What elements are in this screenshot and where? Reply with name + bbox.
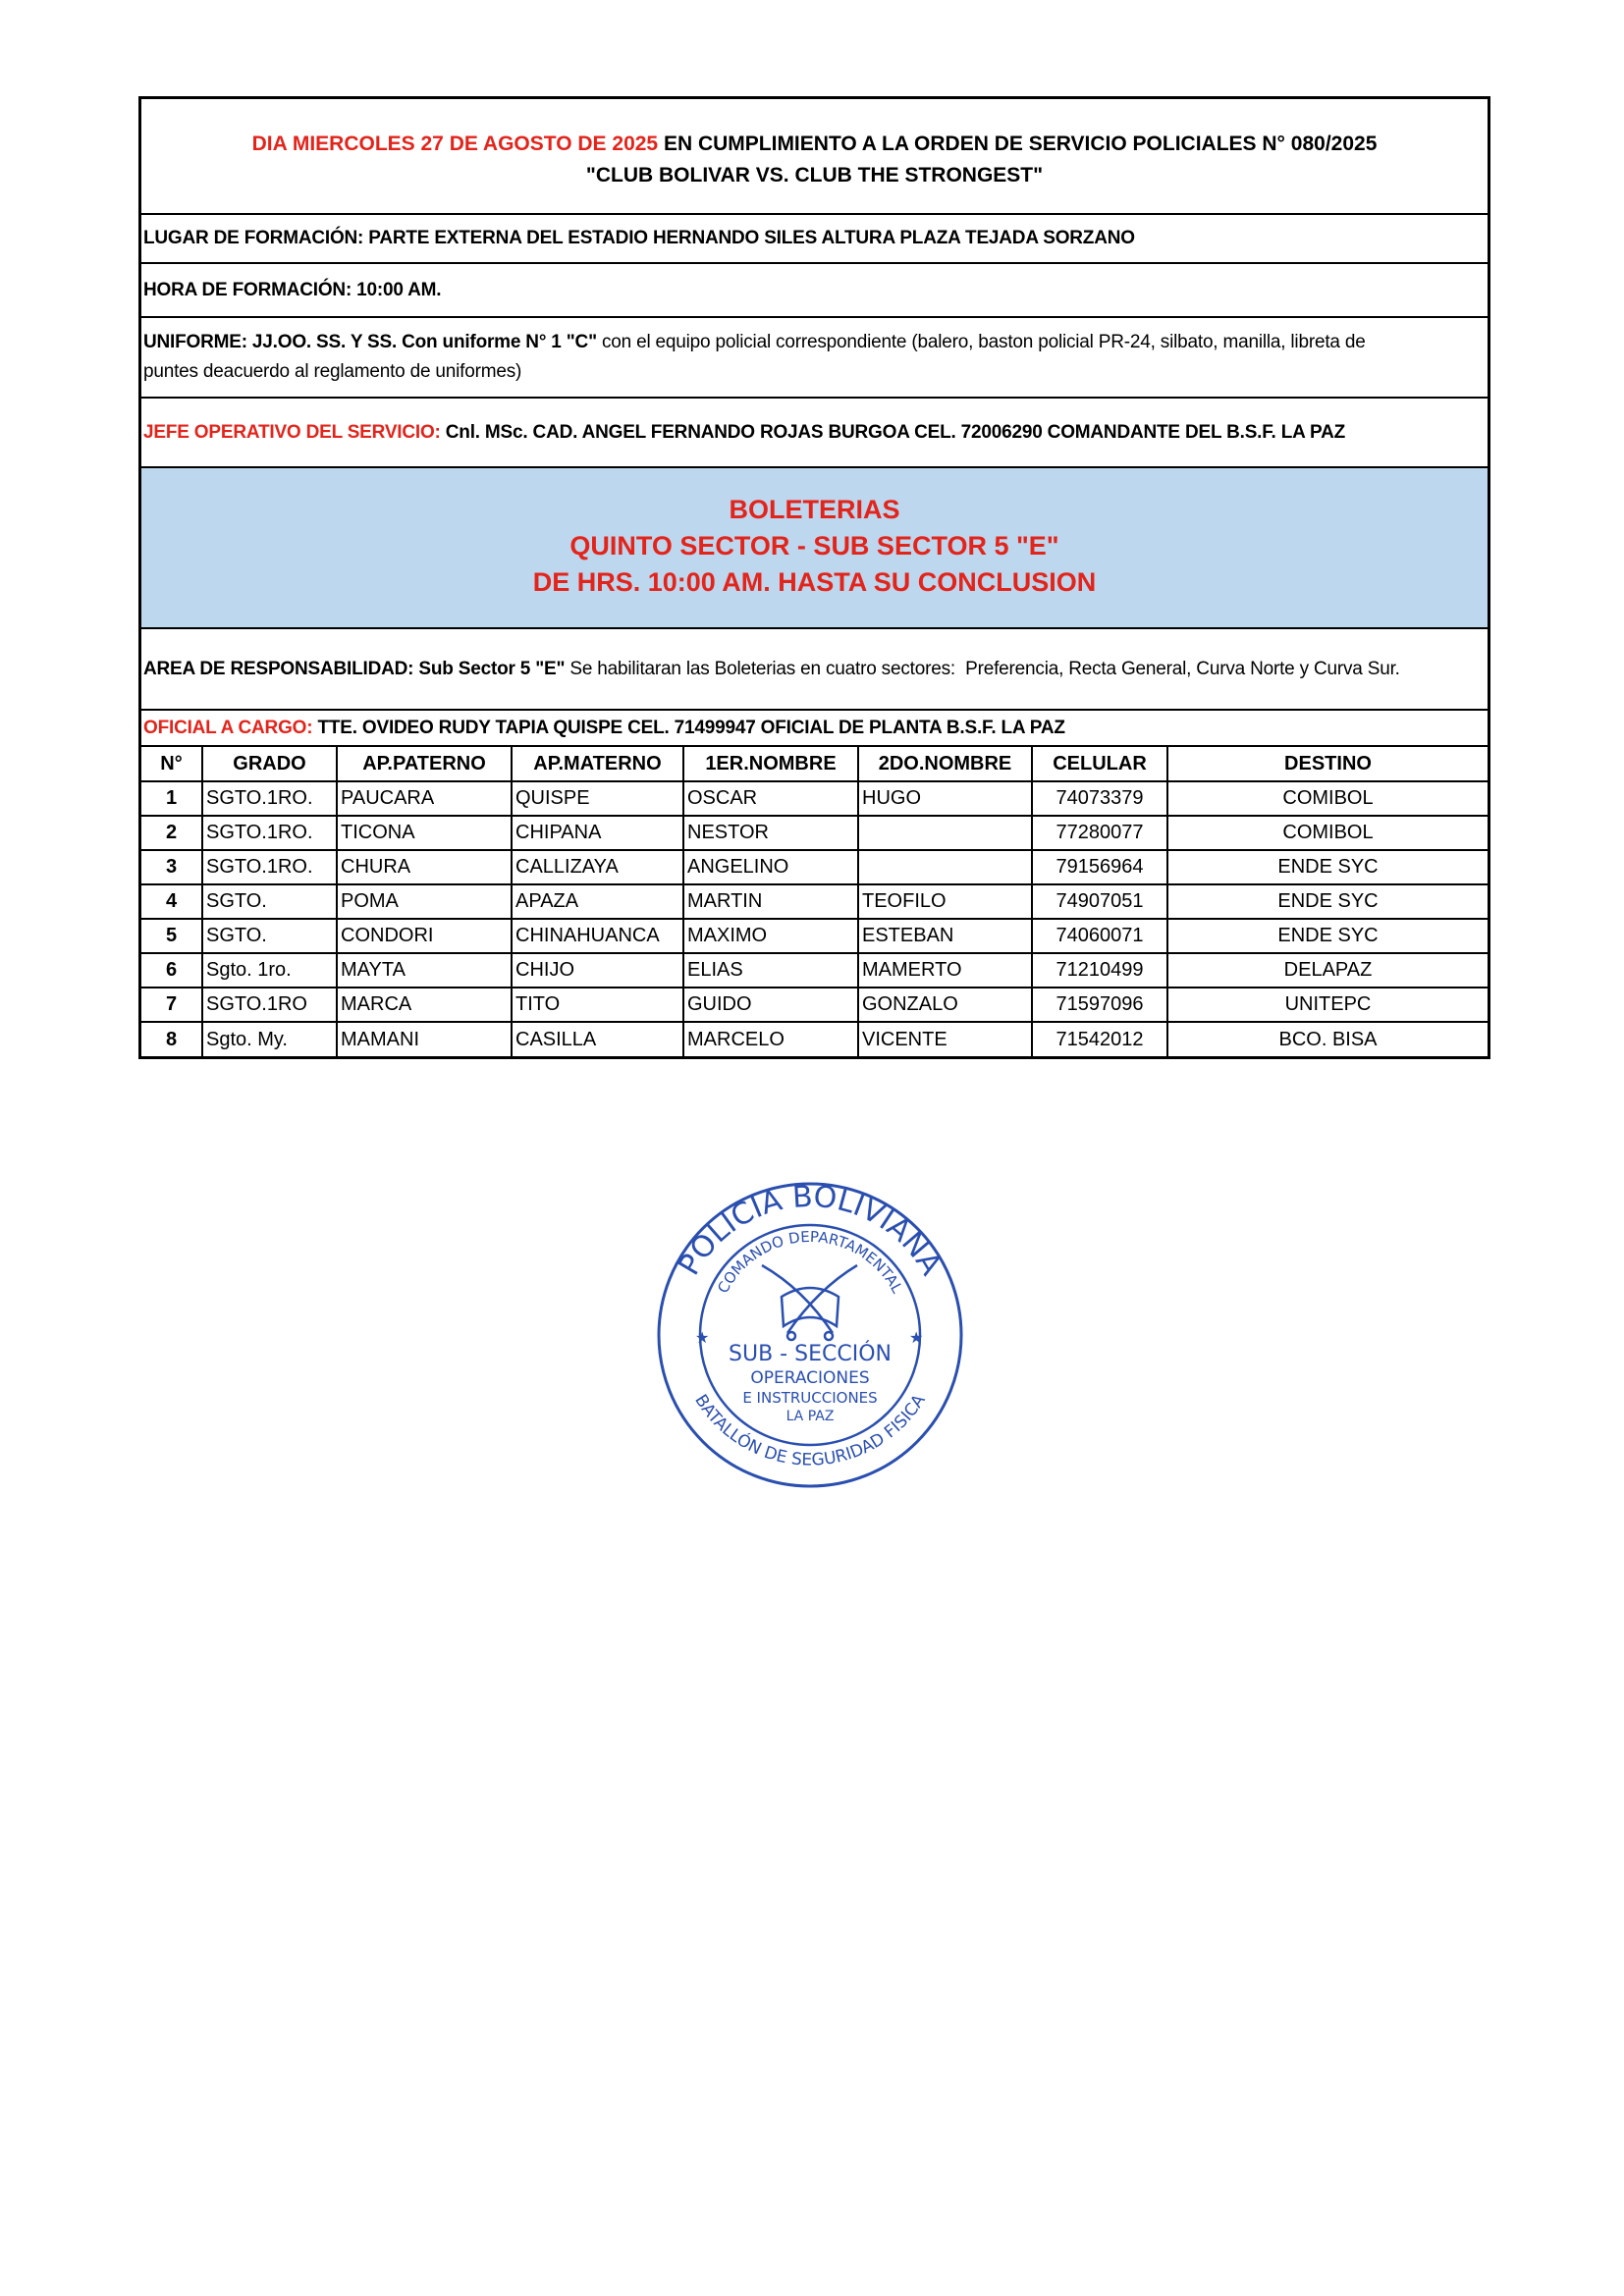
seal-star-right-icon: ★ (909, 1330, 924, 1347)
cell-maternal: APAZA (512, 884, 683, 919)
col-header: AP.MATERNO (512, 747, 683, 781)
banner-line-1: BOLETERIAS (729, 495, 900, 524)
cell-phone: 71597096 (1032, 988, 1167, 1022)
cell-maternal: CHINAHUANCA (512, 919, 683, 953)
cell-second-name: TEOFILO (858, 884, 1032, 919)
order-date: DIA MIERCOLES 27 DE AGOSTO DE 2025 (251, 133, 659, 155)
seal-line-2: OPERACIONES (750, 1368, 870, 1388)
uniform-detail: con el equipo policial correspondiente (balero, baston policial PR-24, silbato, manilla, libreta de (596, 332, 1366, 352)
seal-text-top: POLICIA BOLIVIANA (672, 1181, 948, 1282)
banner-line-2: QUINTO SECTOR - SUB SECTOR 5 "E" (569, 531, 1059, 561)
cell-paternal: MARCA (337, 988, 512, 1022)
seal-text-inner: COMANDO DEPARTAMENTAL (714, 1227, 906, 1297)
cell-rank: Sgto. My. (202, 1022, 337, 1056)
cell-number: 1 (141, 781, 202, 816)
officer-label: OFICIAL A CARGO: (143, 717, 313, 738)
cell-number: 5 (141, 919, 202, 953)
cell-rank: SGTO. (202, 884, 337, 919)
cell-maternal: TITO (512, 988, 683, 1022)
personnel-table-wrap (141, 747, 1488, 1056)
cell-first-name: GUIDO (683, 988, 858, 1022)
cell-first-name: ELIAS (683, 953, 858, 988)
col-header: DESTINO (1167, 747, 1488, 781)
cell-rank: SGTO.1RO. (202, 816, 337, 850)
table-header-row (141, 747, 1488, 781)
cell-paternal: PAUCARA (337, 781, 512, 816)
table-row (141, 816, 1488, 850)
cell-second-name: ESTEBAN (858, 919, 1032, 953)
cell-phone: 77280077 (1032, 816, 1167, 850)
cell-first-name: NESTOR (683, 816, 858, 850)
cell-maternal: CASILLA (512, 1022, 683, 1056)
cell-first-name: MARCELO (683, 1022, 858, 1056)
cell-maternal: CHIJO (512, 953, 683, 988)
cell-phone: 71210499 (1032, 953, 1167, 988)
chief-label: JEFE OPERATIVO DEL SERVICIO: (143, 421, 441, 443)
uniform-detail-line2: puntes deacuerdo al reglamento de uniformes) (143, 361, 522, 382)
col-header: N° (141, 747, 202, 781)
personnel-table (141, 747, 1488, 1056)
col-header: AP.PATERNO (337, 747, 512, 781)
cell-phone: 74060071 (1032, 919, 1167, 953)
cell-phone: 74907051 (1032, 884, 1167, 919)
cell-second-name: HUGO (858, 781, 1032, 816)
cell-rank: SGTO.1RO (202, 988, 337, 1022)
seal-line-1: SUB - SECCIÓN (729, 1342, 892, 1366)
cell-rank: Sgto. 1ro. (202, 953, 337, 988)
cell-destination: UNITEPC (1167, 988, 1488, 1022)
cell-second-name (858, 816, 1032, 850)
officer-name: TTE. OVIDEO RUDY TAPIA QUISPE CEL. 71499947 OFICIAL DE PLANTA B.S.F. LA PAZ (312, 717, 1065, 738)
cell-paternal: MAYTA (337, 953, 512, 988)
table-row (141, 988, 1488, 1022)
cell-number: 4 (141, 884, 202, 919)
cell-rank: SGTO. (202, 919, 337, 953)
seal-emblem-icon (762, 1265, 857, 1340)
table-row (141, 781, 1488, 816)
col-header: 1ER.NOMBRE (683, 747, 858, 781)
cell-destination: DELAPAZ (1167, 953, 1488, 988)
police-seal (656, 1181, 964, 1489)
cell-number: 6 (141, 953, 202, 988)
cell-second-name: MAMERTO (858, 953, 1032, 988)
cell-phone: 74073379 (1032, 781, 1167, 816)
cell-rank: SGTO.1RO. (202, 850, 337, 884)
area-label: AREA DE RESPONSABILIDAD: Sub Sector 5 "E" (143, 658, 566, 679)
order-reference: EN CUMPLIMIENTO A LA ORDEN DE SERVICIO POLICIALES N° 080/2025 (658, 133, 1378, 155)
cell-second-name: VICENTE (858, 1022, 1032, 1056)
cell-first-name: MAXIMO (683, 919, 858, 953)
area-detail: Se habilitaran las Boleterias en cuatro sectores: Preferencia, Recta General, Curva Norte y Curva Sur. (565, 658, 1400, 679)
seal-star-left-icon: ★ (695, 1330, 710, 1347)
table-row (141, 850, 1488, 884)
cell-destination: COMIBOL (1167, 816, 1488, 850)
cell-number: 7 (141, 988, 202, 1022)
formation-time: HORA DE FORMACIÓN: 10:00 AM. (141, 264, 1488, 318)
cell-paternal: POMA (337, 884, 512, 919)
table-row (141, 919, 1488, 953)
table-row (141, 1022, 1488, 1056)
match-title: "CLUB BOLIVAR VS. CLUB THE STRONGEST" (585, 164, 1044, 187)
seal-line-4: LA PAZ (785, 1409, 835, 1424)
cell-number: 2 (141, 816, 202, 850)
cell-destination: ENDE SYC (1167, 850, 1488, 884)
cell-destination: COMIBOL (1167, 781, 1488, 816)
uniform-info (141, 318, 1488, 399)
cell-first-name: ANGELINO (683, 850, 858, 884)
cell-number: 3 (141, 850, 202, 884)
cell-destination: ENDE SYC (1167, 919, 1488, 953)
cell-maternal: CHIPANA (512, 816, 683, 850)
cell-number: 8 (141, 1022, 202, 1056)
operations-chief (141, 399, 1488, 468)
seal-line-3: E INSTRUCCIONES (742, 1389, 878, 1407)
cell-destination: ENDE SYC (1167, 884, 1488, 919)
cell-destination: BCO. BISA (1167, 1022, 1488, 1056)
formation-place: LUGAR DE FORMACIÓN: PARTE EXTERNA DEL ESTADIO HERNANDO SILES ALTURA PLAZA TEJADA SORZANO (141, 215, 1488, 264)
seal-text-bottom: BATALLÓN DE SEGURIDAD FISICA (690, 1391, 930, 1470)
cell-maternal: CALLIZAYA (512, 850, 683, 884)
cell-second-name: GONZALO (858, 988, 1032, 1022)
cell-first-name: MARTIN (683, 884, 858, 919)
cell-paternal: CONDORI (337, 919, 512, 953)
cell-paternal: TICONA (337, 816, 512, 850)
officer-in-charge (141, 711, 1488, 747)
responsibility-area (141, 629, 1488, 711)
cell-phone: 71542012 (1032, 1022, 1167, 1056)
order-title (141, 99, 1488, 215)
cell-first-name: OSCAR (683, 781, 858, 816)
service-order-sheet (138, 96, 1490, 1059)
cell-second-name (858, 850, 1032, 884)
table-row (141, 953, 1488, 988)
title-line-1 (141, 129, 1488, 160)
cell-rank: SGTO.1RO. (202, 781, 337, 816)
sector-banner (141, 468, 1488, 629)
cell-paternal: MAMANI (337, 1022, 512, 1056)
banner-line-3: DE HRS. 10:00 AM. HASTA SU CONCLUSION (532, 567, 1097, 597)
cell-paternal: CHURA (337, 850, 512, 884)
col-header: CELULAR (1032, 747, 1167, 781)
uniform-label: UNIFORME: JJ.OO. SS. Y SS. Con uniforme N° 1 "C" (143, 332, 597, 352)
col-header: GRADO (202, 747, 337, 781)
cell-maternal: QUISPE (512, 781, 683, 816)
cell-phone: 79156964 (1032, 850, 1167, 884)
col-header: 2DO.NOMBRE (858, 747, 1032, 781)
chief-name: Cnl. MSc. CAD. ANGEL FERNANDO ROJAS BURGOA CEL. 72006290 COMANDANTE DEL B.S.F. LA PAZ (440, 421, 1346, 443)
table-row (141, 884, 1488, 919)
